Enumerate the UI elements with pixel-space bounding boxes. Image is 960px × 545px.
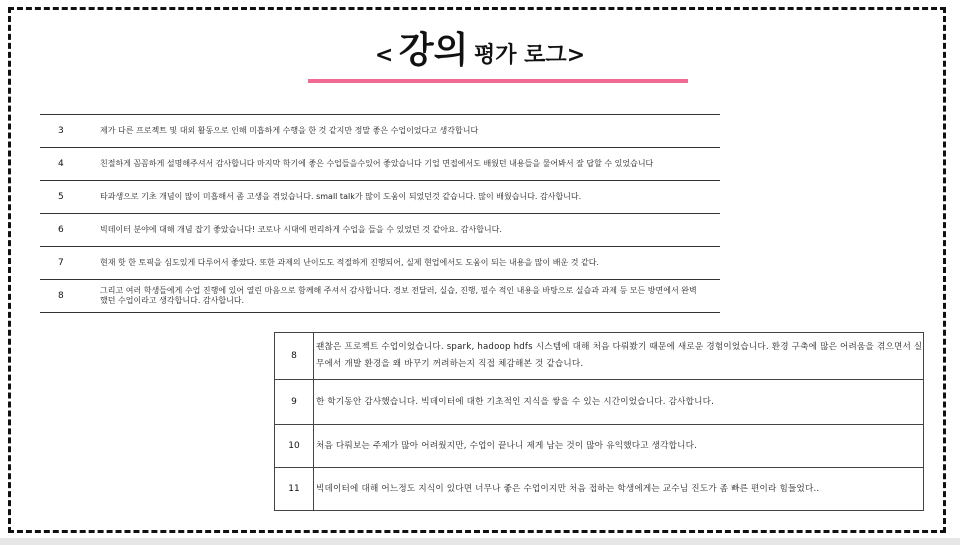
row-comment: 한 학기동안 감사했습니다. 빅데이터에 대한 기초적인 지식을 쌓을 수 있는 시간이었습니다. 감사합니다. (314, 380, 924, 424)
row-comment: 그리고 여러 학생들에게 수업 진행에 있어 열린 마음으로 함께해 주셔서 감사합니다. 경보 전달러, 실습, 진행, 필수 적인 내용을 바탕으로 실습과 과제 등 모든 방면에서 완벽했던 수업이라고 생각합니다. 감사합니다. (100, 286, 697, 305)
title-open-bracket: < (374, 43, 394, 68)
row-number: 3 (58, 126, 64, 136)
table-row (40, 280, 720, 313)
row-comment: 친절하게 꼼꼼하게 설명해주셔서 감사합니다 마지막 학기에 좋은 수업들을수있어 좋았습니다 기업 면접에서도 배웠던 내용들을 물어봐서 잘 답할 수 있었습니다 (100, 159, 654, 168)
title-close-bracket: > (566, 43, 586, 68)
table-row (40, 115, 720, 148)
row-number: 11 (274, 468, 314, 510)
row-comment: 처음 다뤄보는 주제가 많아 어려웠지만, 수업이 끝나니 제게 남는 것이 많아 유익했다고 생각합니다. (314, 425, 924, 467)
title-big-word: 강의 (398, 30, 469, 71)
table-row (40, 148, 720, 181)
table-row (40, 214, 720, 247)
table-row (274, 380, 924, 425)
page-title (0, 22, 960, 73)
row-number: 10 (274, 425, 314, 467)
row-number: 4 (58, 159, 64, 169)
evaluation-table-2 (274, 332, 924, 511)
table-row (40, 247, 720, 280)
row-number: 8 (58, 291, 64, 301)
table-row (274, 468, 924, 511)
row-comment: 괜찮은 프로젝트 수업이었습니다. spark, hadoop hdfs 시스템에 대해 처음 다뤄봤기 때문에 새로운 경험이었습니다. 환경 구축에 많은 어려움을 겪으면서 실무에서 개발 환경을 왜 바꾸기 꺼려하는지 직접 체감해본 것 같습니다. (314, 333, 924, 379)
row-comment: 현재 핫 한 토픽을 심도있게 다루어서 좋았다. 또한 과제의 난이도도 적절하게 진행되어, 실제 현업에서도 도움이 되는 내용을 많이 배운 것 같다. (100, 258, 599, 267)
row-number: 9 (274, 380, 314, 424)
row-number: 6 (58, 225, 64, 235)
evaluation-table-1 (40, 114, 720, 313)
bottom-strip (0, 538, 960, 545)
row-number: 7 (58, 258, 64, 268)
row-comment: 제가 다른 프로젝트 및 대외 활동으로 인해 미흡하게 수행을 한 것 같지만 정말 좋은 수업이었다고 생각합니다 (100, 126, 479, 135)
table-row (274, 425, 924, 468)
title-rest: 평가 로그 (474, 43, 567, 68)
row-comment: 빅데이터에 대해 어느정도 지식이 있다면 너무나 좋은 수업이지만 처음 접하는 학생에게는 교수님 진도가 좀 빠른 편이라 힘들었다.. (314, 468, 924, 510)
table-row (274, 333, 924, 380)
row-number: 5 (58, 192, 64, 202)
row-number: 8 (274, 333, 314, 379)
title-underline (308, 79, 688, 83)
table-row (40, 181, 720, 214)
row-comment: 빅데이터 분야에 대해 개념 잡기 좋았습니다! 코로나 시대에 편리하게 수업을 들을 수 있었던 것 같아요. 감사합니다. (100, 225, 502, 234)
row-comment: 타과생으로 기초 개념이 많이 미흡해서 좀 고생을 겪었습니다. small talk가 많이 도움이 되었던것 같습니다. 많이 배웠습니다. 감사합니다. (100, 192, 582, 201)
